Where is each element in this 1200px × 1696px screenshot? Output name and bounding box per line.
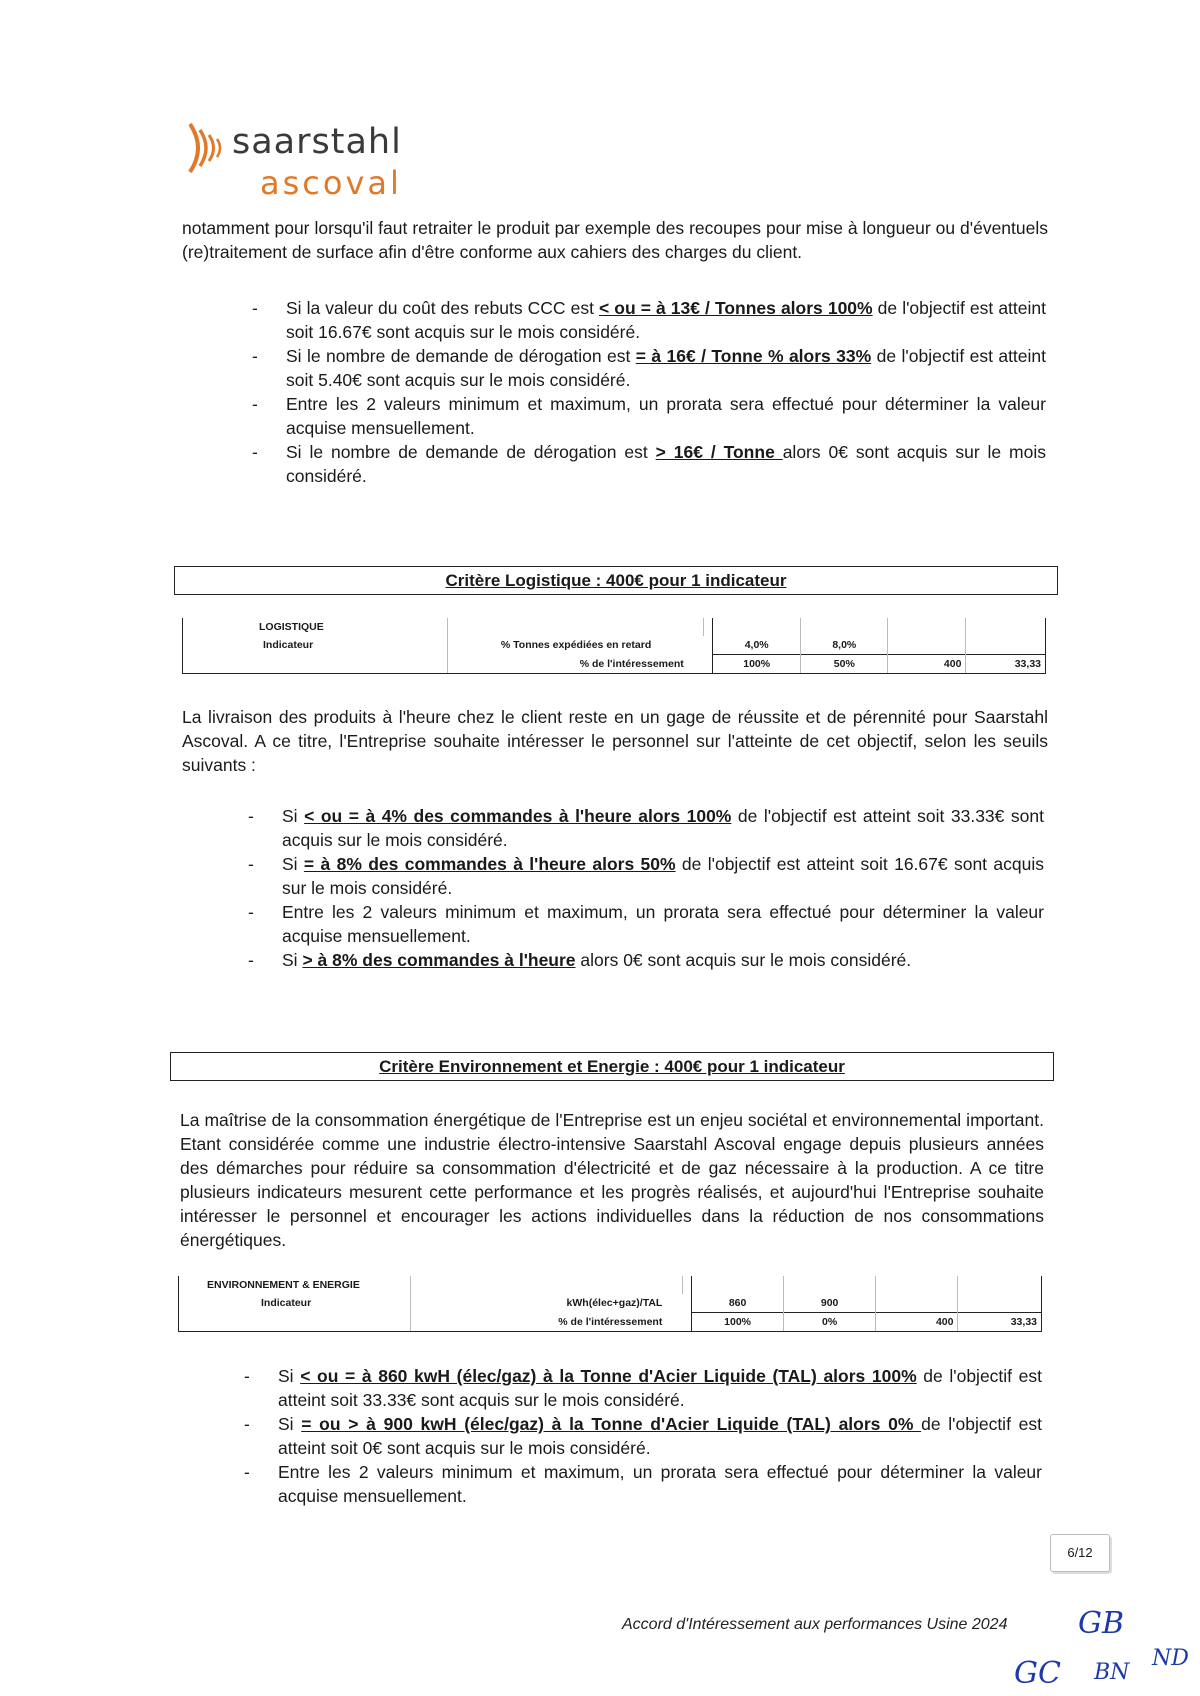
table-cell: 100% [713,655,801,674]
initials-nd: ND [1152,1646,1189,1671]
list-item: - Entre les 2 valeurs minimum et maximum, un prorata sera effectué pour déterminer la valeur acquise mensuellement. [278,1460,1042,1508]
rebuts-bullet-list [286,296,1046,488]
table-row-label: % de l'intéressement [411,1313,683,1332]
initials-bn: BN [1094,1660,1130,1685]
table-cell: 8,0% [801,636,888,655]
table-cell [888,636,966,655]
table-row-label: % de l'intéressement [448,655,704,674]
table-indicateur-label: Indicateur [179,1294,411,1313]
list-item: - Si < ou = à 4% des commandes à l'heure alors 100% de l'objectif est atteint soit 33.33€ sont acquis sur le mois considéré. [282,804,1044,852]
initials-gb: GB [1078,1606,1125,1641]
environnement-heading: Critère Environnement et Energie : 400€ pour 1 indicateur [170,1052,1054,1081]
table-row-label: % Tonnes expédiées en retard [448,636,704,655]
list-item: - Si = à 8% des commandes à l'heure alors 50% de l'objectif est atteint soit 16.67€ sont acquis sur le mois considéré. [282,852,1044,900]
table-cell: 400 [888,655,966,674]
table-section-label: ENVIRONNEMENT & ENERGIE [179,1276,411,1294]
logistique-indicator-table [182,618,1046,674]
table-indicateur-label: Indicateur [183,636,448,655]
table-row-label: kWh(élec+gaz)/TAL [411,1294,683,1313]
table-cell: 50% [801,655,888,674]
list-item: - Si < ou = à 860 kwH (élec/gaz) à la Tonne d'Acier Liquide (TAL) alors 100% de l'objectif est atteint soit 33.33€ sont acquis sur le mois considéré. [278,1364,1042,1412]
environnement-indicator-table [178,1276,1042,1332]
table-cell: 33,33 [966,655,1046,674]
table-section-label: LOGISTIQUE [183,618,448,636]
table-cell: 0% [784,1313,876,1332]
list-item: - Entre les 2 valeurs minimum et maximum, un prorata sera effectué pour déterminer la valeur acquise mensuellement. [282,900,1044,948]
footer-title: Accord d'Intéressement aux performances Usine 2024 [622,1616,1008,1633]
intro-paragraph: notamment pour lorsqu'il faut retraiter le produit par exemple des recoupes pour mise à longueur ou d'éventuels (re)traitement de surface afin d'être conforme aux cahiers des charges du client. [182,218,1048,262]
table-cell: 900 [784,1294,876,1313]
table-cell: 100% [691,1313,784,1332]
logo-text-ascoval: ascoval [260,164,402,202]
table-cell [958,1294,1042,1313]
environnement-paragraph: La maîtrise de la consommation énergétique de l'Entreprise est un enjeu sociétal et environnemental important. Etant considérée comme une industrie électro-intensive Saarstahl Ascoval engage depuis plusieurs années des démarches pour réduire sa consommation d'électricité et de gaz nécessaire à la production. A ce titre plusieurs indicateurs mesurent cette performance et les progrès réalisés, et aujourd'hui l'Entreprise souhaite intéresser le personnel et encourager les actions individuelles dans la réduction de nos consommations énergétiques. [180,1110,1044,1250]
list-item: - Si le nombre de demande de dérogation est = à 16€ / Tonne % alors 33% de l'objectif est atteint soit 5.40€ sont acquis sur le mois considéré. [286,344,1046,392]
page-number: 6/12 [1050,1534,1110,1572]
environnement-bullet-list [278,1364,1042,1508]
list-item: - Si le nombre de demande de dérogation est > 16€ / Tonne alors 0€ sont acquis sur le mois considéré. [286,440,1046,488]
logistique-bullet-list [282,804,1044,972]
table-cell: 33,33 [958,1313,1042,1332]
list-item: - Entre les 2 valeurs minimum et maximum, un prorata sera effectué pour déterminer la valeur acquise mensuellement. [286,392,1046,440]
initials-gc: GC [1014,1656,1061,1691]
list-item: - Si = ou > à 900 kwH (élec/gaz) à la Tonne d'Acier Liquide (TAL) alors 0% de l'objectif est atteint soit 0€ sont acquis sur le mois considéré. [278,1412,1042,1460]
table-cell: 400 [875,1313,958,1332]
logistique-heading: Critère Logistique : 400€ pour 1 indicateur [174,566,1058,595]
saarstahl-logo-icon [186,120,230,176]
list-item: - Si la valeur du coût des rebuts CCC est < ou = à 13€ / Tonnes alors 100% de l'objectif est atteint soit 16.67€ sont acquis sur le mois considéré. [286,296,1046,344]
table-cell: 4,0% [744,639,769,651]
logo-text-saarstahl: saarstahl [232,122,402,162]
table-cell [966,636,1046,655]
table-cell: 860 [728,1297,747,1309]
logistique-paragraph: La livraison des produits à l'heure chez le client reste en un gage de réussite et de pérennité pour Saarstahl Ascoval. A ce titre, l'Entreprise souhaite intéresser le personnel sur l'atteinte de cet objectif, selon les seuils suivants : [182,707,1048,775]
list-item: - Si > à 8% des commandes à l'heure alors 0€ sont acquis sur le mois considéré. [282,948,1044,972]
table-cell [875,1294,958,1313]
